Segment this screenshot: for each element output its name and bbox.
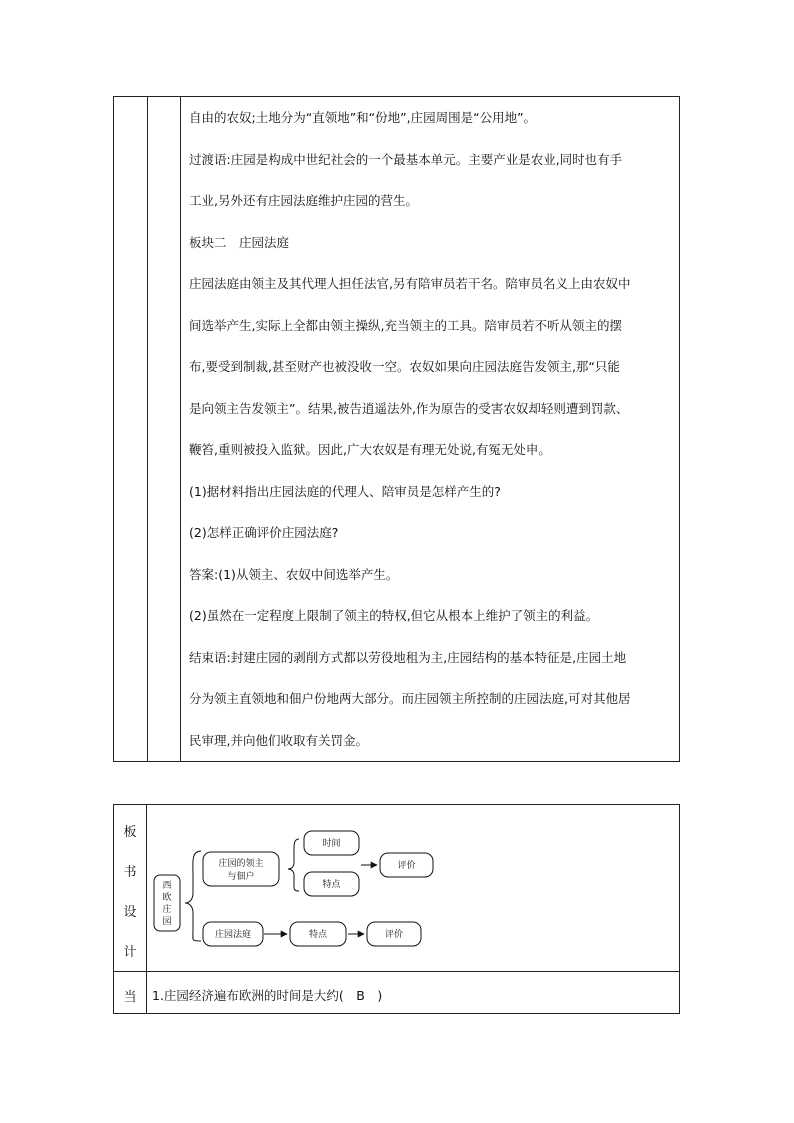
lesson-content-cell	[181, 97, 679, 761]
diagram-brace-small	[288, 839, 299, 891]
text-line: 工业,另外还有庄园法庭维护庄园的营生。	[189, 193, 418, 208]
diagram-node-court-label: 庄园法庭	[214, 930, 252, 940]
lesson-col-1	[114, 97, 148, 761]
board-label-char: 书	[123, 865, 137, 880]
answer-line: 答案:(1)从领主、农奴中间选举产生。	[189, 566, 399, 582]
lesson-table	[113, 96, 680, 762]
diagram-brace-left	[185, 851, 201, 941]
text-line: 过渡语:庄园是构成中世纪社会的一个最基本单元。主要产业是农业,同时也有手	[189, 151, 623, 167]
text-line: 庄园法庭由领主及其代理人担任法官,另有陪审员若干名。陪审员名义上由农奴中	[189, 276, 631, 291]
row2-label: 当	[123, 990, 137, 1005]
question-line: (1)据材料指出庄园法庭的代理人、陪审员是怎样产生的?	[189, 483, 501, 499]
lesson-col-2	[148, 97, 181, 761]
diagram-node-lord-line1: 庄园的领主	[218, 859, 264, 869]
diagram-node-features-1-label: 特点	[322, 880, 341, 890]
diagram-node-lord-line2: 与佃户	[227, 872, 255, 882]
diagram-node-time-label: 时间	[322, 839, 341, 849]
text-line: 结束语:封建庄园的剥削方式都以劳役地租为主,庄园结构的基本特征是,庄园土地	[189, 649, 627, 665]
diagram-root-char: 园	[162, 917, 172, 927]
board-diagram	[147, 805, 679, 971]
diagram-root-char: 西	[162, 881, 172, 891]
text-line: 分为领主直领地和佃户份地两大部分。而庄园领主所控制的庄园法庭,可对其他居	[189, 691, 631, 706]
row-divider	[114, 971, 679, 972]
text-line: 鞭笞,重则被投入监狱。因此,广大农奴是有理无处说,有冤无处申。	[189, 442, 551, 457]
text-line: 布,要受到制裁,甚至财产也被没收一空。农奴如果向庄园法庭告发领主,那“只能	[189, 359, 620, 374]
text-line: 自由的农奴;土地分为“直领地”和“份地”,庄园周围是“公用地”。	[189, 110, 537, 125]
question-1: 1.庄园经济遍布欧洲的时间是大约( B )	[152, 988, 383, 1003]
board-design-table	[113, 804, 680, 1014]
text-line: 间选举产生,实际上全都由领主操纵,充当领主的工具。陪审员若不听从领主的摆	[189, 317, 622, 333]
diagram-root-char: 庄	[162, 905, 172, 915]
diagram-root-char: 欧	[162, 893, 172, 903]
question-line: (2)怎样正确评价庄园法庭?	[189, 525, 339, 540]
section-heading: 板块二 庄园法庭	[189, 234, 290, 250]
board-label-char: 板	[123, 825, 137, 840]
diagram-node-eval-2-label: 评价	[384, 930, 404, 940]
board-label-char: 设	[123, 905, 137, 920]
answer-line: (2)虽然在一定程度上限制了领主的特权,但它从根本上维护了领主的利益。	[189, 608, 599, 623]
diagram-node-eval-1-label: 评价	[397, 861, 416, 871]
text-line: 民审理,并向他们收取有关罚金。	[189, 732, 368, 748]
diagram-node-features-2-label: 特点	[308, 930, 328, 940]
board-label-char: 计	[123, 945, 137, 960]
text-line: 是向领主告发领主”。结果,被告逍遥法外,作为原告的受害农奴却轻则遭到罚款、	[189, 400, 629, 416]
